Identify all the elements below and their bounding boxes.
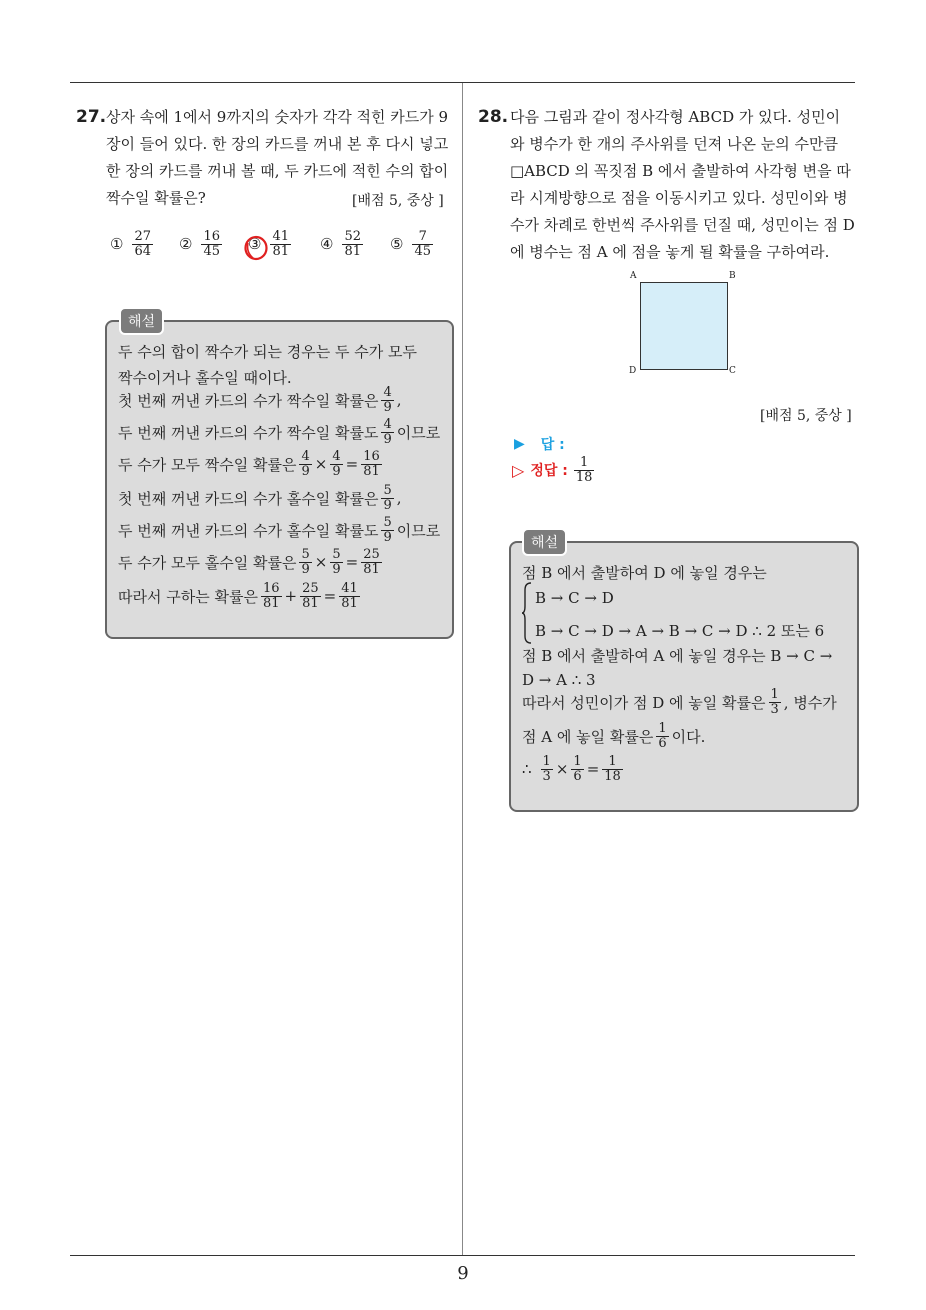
fraction [571, 755, 583, 783]
score-label: [배점 5, 중상 ] [760, 408, 852, 424]
case-brace-icon [522, 582, 532, 644]
solution-text: , [396, 489, 402, 508]
solution-line [522, 562, 767, 583]
solution-line [118, 450, 385, 478]
numerator: 41 [272, 229, 289, 244]
solution-text: 점 B 에서 출발하여 A 에 놓일 경우는 B → C → [522, 647, 833, 665]
denominator: 9 [383, 529, 392, 545]
denominator: 9 [332, 561, 341, 577]
times-sign: × [555, 760, 569, 779]
denominator: 9 [301, 463, 310, 479]
column-divider [462, 83, 463, 1255]
square-abcd-diagram [640, 282, 728, 370]
choice-mark: ② [179, 235, 193, 254]
solution-text: , [396, 391, 402, 410]
equals-sign: = [345, 455, 359, 474]
choice-5[interactable] [390, 230, 436, 258]
fraction [299, 450, 311, 478]
question-number: 28. [478, 107, 509, 127]
question-text-line: 라 시계방향으로 점을 이동시키고 있다. 성민이와 병 [510, 189, 848, 207]
choice-fraction [270, 230, 291, 258]
vertex-label-a: A [630, 271, 637, 281]
numerator: 4 [383, 385, 392, 400]
denominator: 6 [573, 768, 582, 784]
choice-mark: ⑤ [390, 235, 404, 254]
fraction [656, 722, 668, 750]
solution-text: 두 번째 꺼낸 카드의 수가 홀수일 확률도 [118, 521, 379, 540]
denominator: 18 [575, 469, 593, 485]
denominator: 3 [770, 701, 779, 717]
denominator: 9 [383, 431, 392, 447]
fraction [381, 386, 393, 414]
numerator: 4 [332, 449, 341, 464]
solution-line [118, 367, 292, 388]
solution-text: 짝수이거나 홀수일 때이다. [118, 369, 292, 387]
choice-mark: ③ [248, 235, 262, 254]
denominator: 81 [302, 595, 319, 611]
play-arrow-icon: ▶ [514, 436, 525, 452]
solution-line [118, 418, 440, 446]
choice-1[interactable] [110, 230, 156, 258]
numerator: 4 [301, 449, 310, 464]
denominator: 9 [383, 399, 392, 415]
times-sign: × [314, 553, 328, 572]
denominator: 81 [341, 595, 358, 611]
fraction [330, 548, 342, 576]
denominator: 45 [414, 243, 431, 259]
correct-label: 정답 : [530, 463, 568, 480]
question-text-line: 수가 차례로 한번씩 주사위를 던질 때, 성민이는 점 D [510, 216, 855, 234]
fraction [381, 418, 393, 446]
solution-text: B → C → D [535, 589, 614, 607]
question-text-line: 와 병수가 한 개의 주사위를 던져 나온 눈의 수만큼 [510, 135, 838, 153]
choice-4[interactable] [320, 230, 366, 258]
solution-text: 두 수의 합이 짝수가 되는 경우는 두 수가 모두 [118, 343, 417, 361]
solution-tag: 해설 [522, 528, 567, 556]
solution-text: 점 A 에 놓일 확률은 [522, 727, 654, 746]
denominator: 18 [604, 768, 621, 784]
choice-fraction [132, 230, 153, 258]
choice-fraction [201, 230, 222, 258]
solution-tag: 해설 [119, 307, 164, 335]
numerator: 4 [383, 417, 392, 432]
solution-text: 점 B 에서 출발하여 D 에 놓일 경우는 [522, 564, 767, 582]
question-text-line: 장이 들어 있다. 한 장의 카드를 꺼내 본 후 다시 넣고 [106, 135, 449, 153]
plus-sign: + [284, 587, 298, 606]
denominator: 81 [363, 463, 380, 479]
numerator: 16 [363, 449, 380, 464]
numerator: 16 [203, 229, 220, 244]
numerator: 5 [332, 547, 341, 562]
denominator: 81 [272, 243, 289, 259]
solution-text: B → C → D → A → B → C → D ∴ 2 또는 6 [535, 622, 825, 640]
numerator: 52 [344, 229, 361, 244]
numerator: 1 [542, 754, 551, 769]
fraction [602, 755, 623, 783]
fraction [541, 755, 553, 783]
numerator: 1 [608, 754, 617, 769]
solution-line [522, 645, 832, 666]
question-text-line: 에 병수는 점 A 에 점을 놓게 될 확률을 구하여라. [510, 243, 830, 261]
bottom-rule [70, 1255, 855, 1256]
denominator: 6 [658, 735, 667, 751]
solution-line [522, 671, 596, 689]
page-number: 9 [457, 1263, 469, 1284]
question-text-line: 짝수일 확률은? [106, 189, 206, 207]
solution-line [535, 620, 824, 641]
denominator: 3 [542, 768, 551, 784]
denominator: 64 [134, 243, 151, 259]
solution-line [118, 516, 440, 544]
numerator: 16 [262, 581, 280, 596]
times-sign: × [314, 455, 328, 474]
solution-text: 이므로 [396, 521, 441, 540]
vertex-label-c: C [729, 366, 736, 376]
answer-row [514, 434, 565, 454]
solution-line [522, 688, 837, 716]
choice-mark: ① [110, 235, 124, 254]
choice-mark: ④ [320, 235, 334, 254]
solution-line [118, 341, 417, 362]
therefore-sign: ∴ [522, 760, 532, 779]
numerator: 27 [134, 229, 151, 244]
fraction [769, 688, 781, 716]
solution-line [535, 589, 614, 607]
numerator: 1 [770, 687, 779, 702]
question-text-line: □ABCD 의 꼭짓점 B 에서 출발하여 사각형 변을 따 [510, 162, 851, 180]
question-text-line: 상자 속에 1에서 9까지의 숫자가 각각 적힌 카드가 9 [106, 108, 449, 126]
solution-line [118, 548, 385, 576]
solution-text: 이다. [671, 727, 706, 746]
numerator: 41 [341, 581, 358, 596]
vertex-label-b: B [729, 271, 736, 281]
denominator: 81 [344, 243, 361, 259]
equals-sign: = [586, 760, 600, 779]
solution-line [118, 484, 402, 512]
equals-sign: = [345, 553, 359, 572]
denominator: 45 [203, 243, 220, 259]
denominator: 9 [332, 463, 341, 479]
vertex-label-d: D [629, 366, 637, 376]
fraction [381, 516, 393, 544]
numerator: 1 [658, 721, 667, 736]
solution-text: 따라서 구하는 확률은 [118, 587, 258, 606]
numerator: 5 [383, 515, 392, 530]
solution-line [522, 755, 626, 783]
solution-line [522, 722, 705, 750]
solution-text: 이므로 [396, 423, 441, 442]
question-number: 27. [76, 107, 107, 127]
answer-label: 답 : [540, 437, 565, 453]
fraction [299, 548, 311, 576]
outline-arrow-icon: ▷ [512, 460, 525, 480]
correct-answer-row [512, 456, 597, 484]
solution-text: 따라서 성민이가 점 D 에 놓일 확률은 [522, 693, 766, 712]
solution-line [118, 582, 363, 610]
numerator: 25 [363, 547, 380, 562]
denominator: 9 [383, 497, 392, 513]
fraction [361, 548, 382, 576]
choice-fraction [412, 230, 433, 258]
denominator: 81 [262, 595, 280, 611]
numerator: 7 [418, 229, 427, 244]
fraction [339, 582, 360, 610]
fraction [381, 484, 393, 512]
solution-text: 첫 번째 꺼낸 카드의 수가 짝수일 확률은 [118, 391, 379, 410]
denominator: 9 [301, 561, 310, 577]
numerator: 1 [579, 455, 589, 470]
solution-text: 첫 번째 꺼낸 카드의 수가 홀수일 확률은 [118, 489, 379, 508]
fraction [330, 450, 342, 478]
denominator: 81 [363, 561, 380, 577]
choice-2[interactable] [179, 230, 225, 258]
solution-text: 두 수가 모두 짝수일 확률은 [118, 455, 297, 474]
numerator: 5 [301, 547, 310, 562]
fraction [300, 582, 321, 610]
choice-fraction [342, 230, 363, 258]
numerator: 1 [573, 754, 582, 769]
equals-sign: = [323, 587, 337, 606]
selected-answer-circle-icon [243, 233, 271, 263]
solution-text: , 병수가 [783, 693, 837, 712]
score-label: [배점 5, 중상 ] [352, 193, 444, 209]
solution-line [118, 386, 402, 414]
solution-text: 두 번째 꺼낸 카드의 수가 짝수일 확률도 [118, 423, 379, 442]
fraction [261, 582, 282, 610]
correct-answer-fraction [574, 456, 595, 484]
question-text-line: 한 장의 카드를 꺼내 볼 때, 두 카드에 적힌 수의 합이 [106, 162, 449, 180]
question-text-line: 다음 그림과 같이 정사각형 ABCD 가 있다. 성민이 [510, 108, 841, 126]
numerator: 5 [383, 483, 392, 498]
solution-text: D → A ∴ 3 [522, 671, 596, 689]
solution-text: 두 수가 모두 홀수일 확률은 [118, 553, 297, 572]
numerator: 25 [302, 581, 319, 596]
fraction [361, 450, 382, 478]
